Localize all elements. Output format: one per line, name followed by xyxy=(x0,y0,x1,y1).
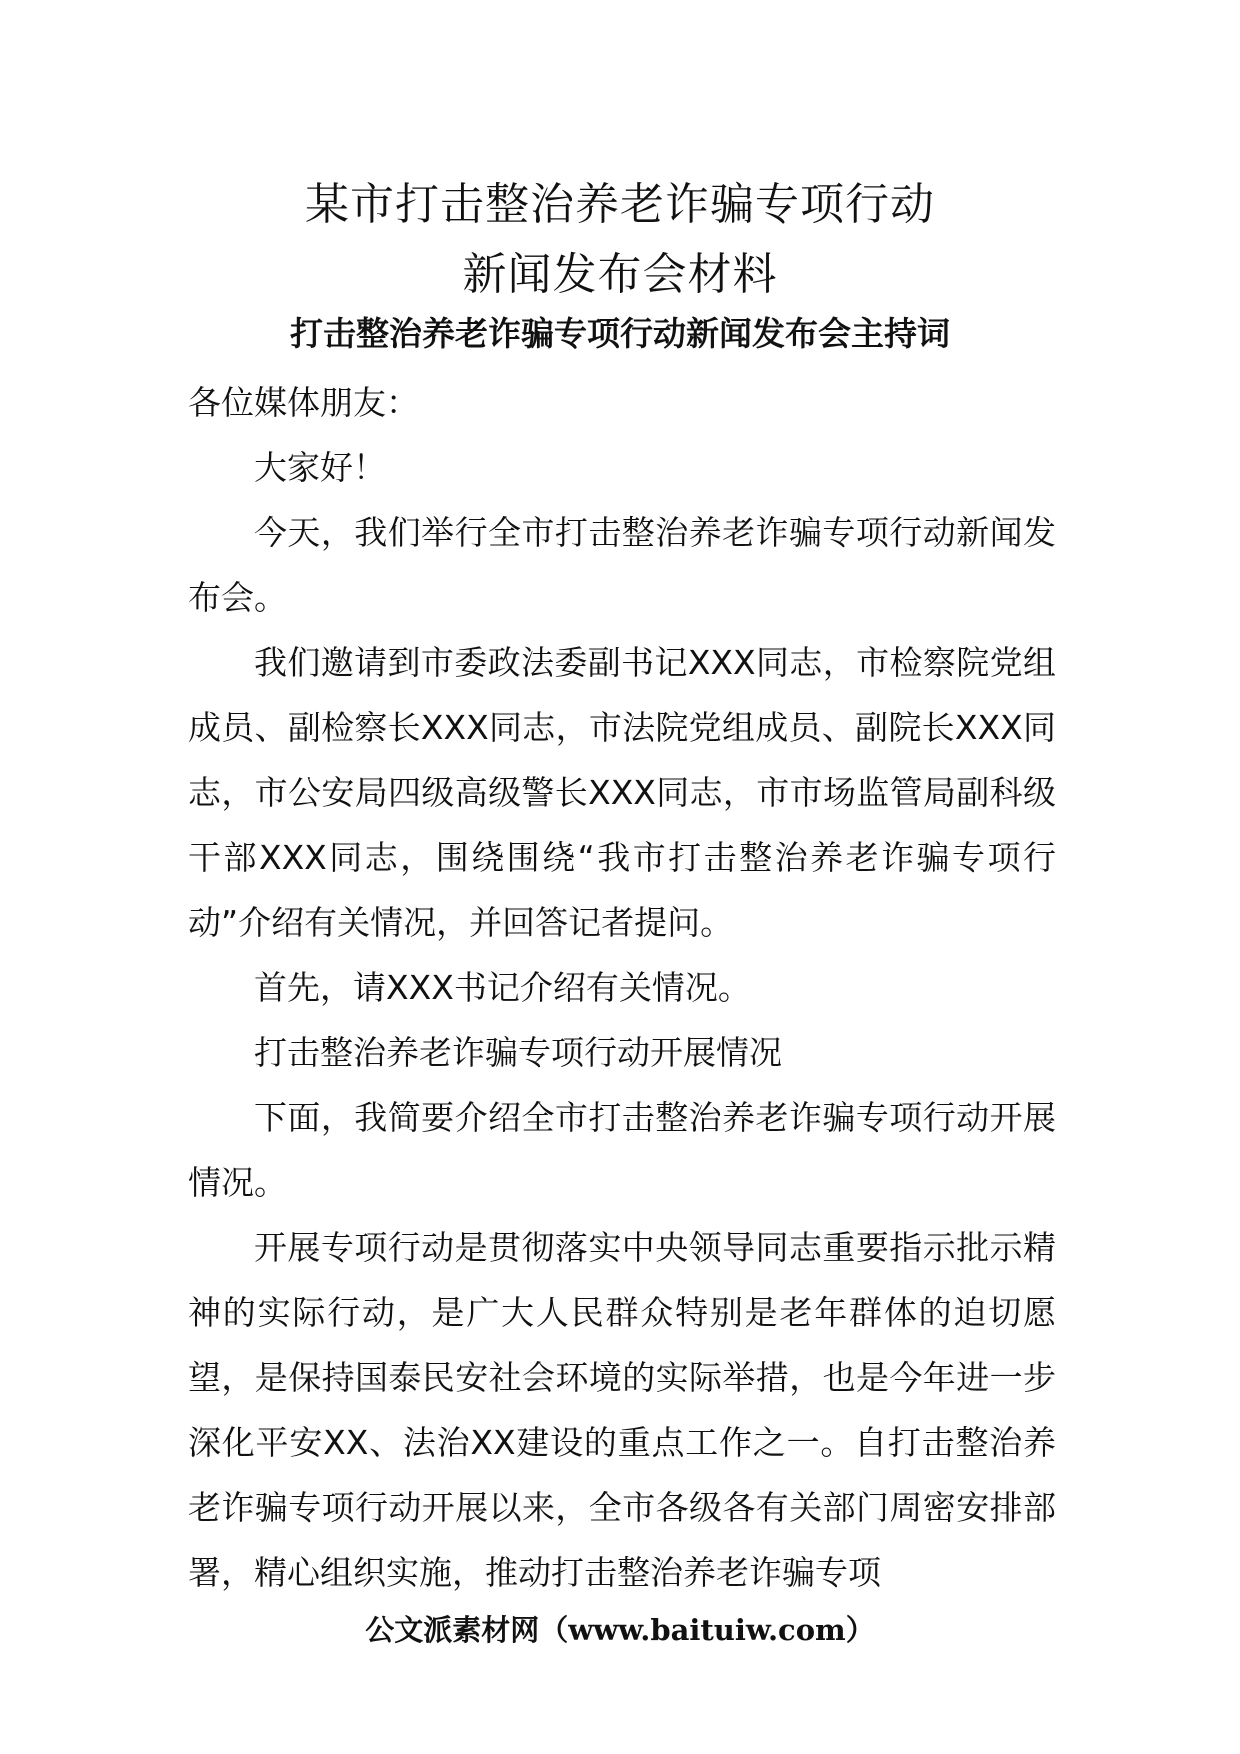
salutation: 各位媒体朋友： xyxy=(188,383,419,422)
document-title-line-2: 新闻发布会材料 xyxy=(462,249,778,300)
paragraph-opening: 今天，我们举行全市打击整治养老诈骗专项行动新闻发布会。 xyxy=(188,513,1056,617)
paragraph-first-speaker: 首先，请XXX书记介绍有关情况。 xyxy=(254,968,751,1007)
paragraph-intro: 下面，我简要介绍全市打击整治养老诈骗专项行动开展情况。 xyxy=(188,1098,1056,1202)
section-heading: 打击整治养老诈骗专项行动开展情况 xyxy=(254,1033,782,1072)
document-subtitle: 打击整治养老诈骗专项行动新闻发布会主持词 xyxy=(290,314,950,353)
paragraph-greeting: 大家好！ xyxy=(254,448,386,487)
document-body xyxy=(188,370,1056,1605)
footer-watermark: 公文派素材网（www.baituiw.com） xyxy=(365,1613,875,1647)
document-title-line-1: 某市打击整治养老诈骗专项行动 xyxy=(305,179,935,230)
paragraph-background: 开展专项行动是贯彻落实中央领导同志重要指示批示精神的实际行动，是广大人民群众特别是老年群体的迫切愿望，是保持国泰民安社会环境的实际举措，也是今年进一步深化平安XX、法治XX建设的重点工作之一。自打击整治养老诈骗专项行动开展以来，全市各级各有关部门周密安排部署，精心组织实施，推动打击整治养老诈骗专项 xyxy=(188,1228,1056,1592)
paragraph-guests: 我们邀请到市委政法委副书记XXX同志，市检察院党组成员、副检察长XXX同志，市法院党组成员、副院长XXX同志，市公安局四级高级警长XXX同志，市市场监管局副科级干部XXX同志，围绕围绕“我市打击整治养老诈骗专项行动”介绍有关情况，并回答记者提问。 xyxy=(188,643,1056,942)
